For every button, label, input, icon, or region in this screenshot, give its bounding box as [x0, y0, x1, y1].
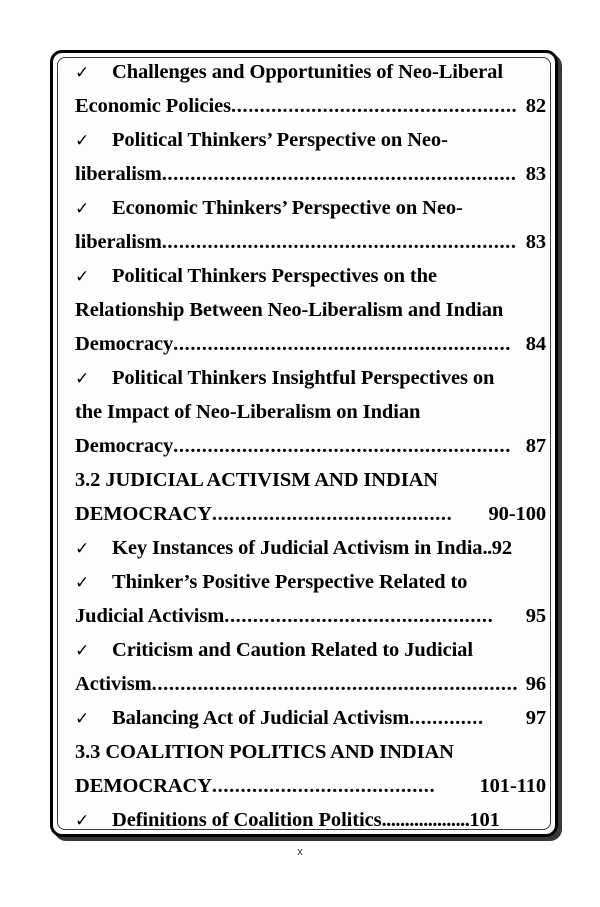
- table-of-contents-list: [62, 61, 546, 829]
- toc-sub-entry[interactable]: [62, 367, 546, 469]
- toc-line: [62, 129, 546, 163]
- toc-entry-title: Definitions of Coalition Politics: [112, 809, 382, 829]
- toc-page-number: 90-100: [488, 503, 546, 525]
- toc-entry-title: Balancing Act of Judicial Activism: [112, 707, 410, 729]
- toc-sub-entry[interactable]: [62, 809, 546, 829]
- toc-page-number: 95: [525, 605, 546, 627]
- toc-line: [62, 639, 546, 673]
- toc-line: [62, 197, 546, 231]
- toc-page-number: 96: [525, 673, 546, 695]
- toc-entry-title: Challenges and Opportunities of Neo-Liberal: [112, 61, 503, 83]
- toc-entry-title: Democracy: [75, 333, 174, 355]
- toc-entry-title: Relationship Between Neo-Liberalism and Indian: [75, 299, 504, 321]
- checkmark-icon: ✓: [75, 369, 90, 389]
- dot-leader: ...........................................................: [173, 333, 511, 355]
- toc-line: [62, 95, 546, 129]
- toc-line: [62, 367, 546, 401]
- toc-sub-entry[interactable]: [62, 639, 546, 707]
- toc-line: [62, 333, 546, 367]
- toc-line: [62, 265, 546, 299]
- toc-entry-title: the Impact of Neo-Liberalism on Indian: [75, 401, 421, 423]
- dot-leader: ..............................................................: [161, 231, 517, 253]
- dot-leader: .............: [409, 707, 484, 729]
- toc-entry-title: Political Thinkers Perspectives on the: [112, 265, 437, 287]
- dot-leader: ................................................................: [151, 673, 519, 695]
- toc-page-number: 87: [525, 435, 546, 457]
- toc-page-number: 92: [491, 537, 512, 559]
- toc-line: [62, 435, 546, 469]
- checkmark-icon: ✓: [75, 641, 90, 661]
- dot-leader: ..: [482, 537, 492, 559]
- toc-line: [62, 401, 546, 435]
- toc-line: [62, 299, 546, 333]
- dot-leader: ...................: [381, 809, 470, 829]
- toc-sub-entry[interactable]: [62, 571, 546, 639]
- toc-entry-title: Economic Policies: [75, 95, 232, 117]
- toc-entry-title: 3.3 COALITION POLITICS AND INDIAN: [75, 741, 454, 763]
- toc-sub-entry[interactable]: [62, 265, 546, 367]
- toc-line: [62, 775, 546, 809]
- toc-entry-title: liberalism: [75, 163, 162, 185]
- checkmark-icon: ✓: [75, 131, 90, 151]
- toc-line: [62, 571, 546, 605]
- toc-line: [62, 163, 546, 197]
- toc-entry-title: DEMOCRACY: [75, 503, 212, 525]
- toc-section-entry[interactable]: [62, 469, 546, 537]
- toc-line: [62, 503, 546, 537]
- checkmark-icon: ✓: [75, 539, 90, 559]
- checkmark-icon: ✓: [75, 573, 90, 593]
- toc-sub-entry[interactable]: [62, 197, 546, 265]
- toc-page-number: 101: [469, 809, 500, 829]
- toc-line: [62, 231, 546, 265]
- toc-line: [62, 673, 546, 707]
- toc-section-entry[interactable]: [62, 741, 546, 809]
- toc-sub-entry[interactable]: [62, 61, 546, 129]
- toc-entry-title: Democracy: [75, 435, 174, 457]
- toc-entry-title: liberalism: [75, 231, 162, 253]
- toc-entry-title: Thinker’s Positive Perspective Related to: [112, 571, 468, 593]
- toc-entry-title: DEMOCRACY: [75, 775, 212, 797]
- toc-sub-entry[interactable]: [62, 707, 546, 741]
- toc-page-number: 83: [525, 163, 546, 185]
- toc-entry-title: Political Thinkers Insightful Perspectives on: [112, 367, 495, 389]
- checkmark-icon: ✓: [75, 199, 90, 219]
- toc-line: [62, 809, 546, 829]
- dot-leader: .......................................: [211, 775, 436, 797]
- toc-entry-title: Judicial Activism: [75, 605, 225, 627]
- page-frame: [50, 50, 558, 837]
- toc-entry-title: Activism: [75, 673, 152, 695]
- toc-entry-title: Political Thinkers’ Perspective on Neo-: [112, 129, 448, 151]
- toc-entry-title: Criticism and Caution Related to Judicial: [112, 639, 473, 661]
- toc-entry-title: Key Instances of Judicial Activism in India: [112, 537, 483, 559]
- toc-line: [62, 741, 546, 775]
- page-number-label: x: [297, 846, 303, 858]
- checkmark-icon: ✓: [75, 267, 90, 287]
- toc-line: [62, 707, 546, 741]
- dot-leader: ..........................................: [211, 503, 453, 525]
- toc-line: [62, 537, 546, 571]
- toc-entry-title: 3.2 JUDICIAL ACTIVISM AND INDIAN: [75, 469, 439, 491]
- checkmark-icon: ✓: [75, 811, 90, 829]
- dot-leader: ...............................................: [224, 605, 494, 627]
- dot-leader: ..............................................................: [161, 163, 517, 185]
- dot-leader: ..................................................: [231, 95, 518, 117]
- page-footer: [0, 846, 600, 858]
- toc-line: [62, 469, 546, 503]
- toc-page-number: 101-110: [479, 775, 546, 797]
- checkmark-icon: ✓: [75, 63, 90, 83]
- toc-page-number: 82: [525, 95, 546, 117]
- toc-line: [62, 605, 546, 639]
- dot-leader: ...........................................................: [173, 435, 511, 457]
- toc-sub-entry[interactable]: [62, 537, 546, 571]
- toc-sub-entry[interactable]: [62, 129, 546, 197]
- toc-page-number: 97: [525, 707, 546, 729]
- checkmark-icon: ✓: [75, 709, 90, 729]
- toc-page-number: 83: [525, 231, 546, 253]
- toc-line: [62, 61, 546, 95]
- toc-entry-title: Economic Thinkers’ Perspective on Neo-: [112, 197, 463, 219]
- toc-page-number: 84: [525, 333, 546, 355]
